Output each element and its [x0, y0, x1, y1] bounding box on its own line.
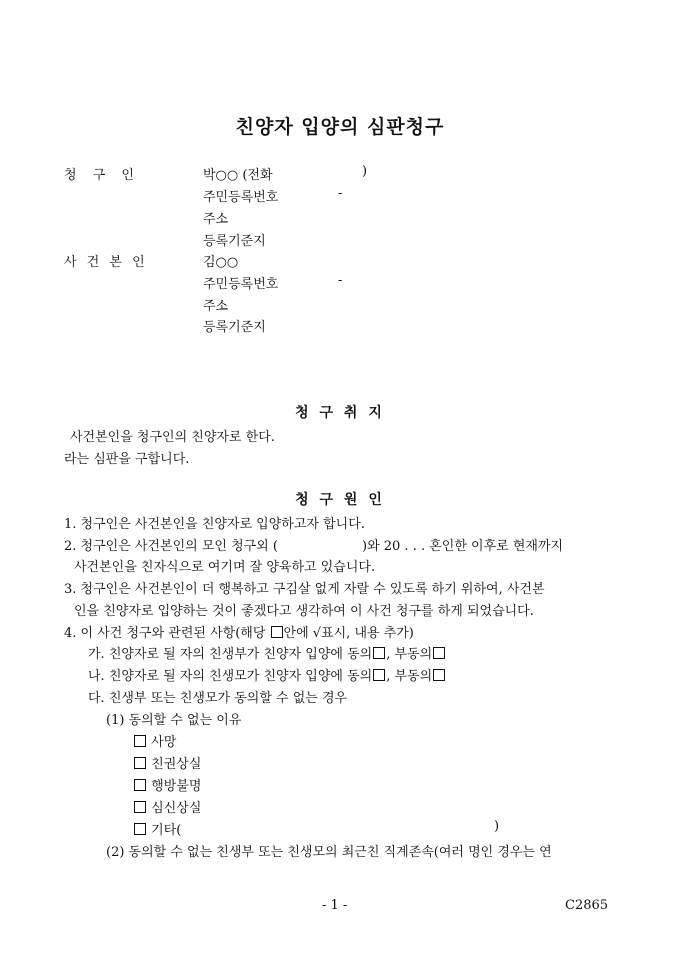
- checkbox-icon[interactable]: [134, 801, 146, 813]
- petitioner-name: 박○○ (전화: [203, 168, 273, 183]
- reason-item-4: [64, 622, 414, 641]
- subject-registry-label: 등록기준지: [203, 320, 266, 335]
- option-missing[interactable]: 행방불명: [133, 775, 201, 794]
- reason-item-4-part1: 4. 이 사건 청구와 관련된 사항(해당: [64, 626, 270, 641]
- reason-item-2-part2: )와 20 . . . 혼인한 이후로 현재까지: [362, 539, 564, 554]
- subject-label: 사 건 본 인: [64, 255, 148, 270]
- petitioner-address-label: 주소: [203, 212, 229, 227]
- reason-item-2-cont: 사건본인을 친자식으로 여기며 잘 양육하고 있습니다.: [74, 560, 376, 575]
- subject-name: 김○○: [203, 255, 239, 270]
- reason-item-3: 3. 청구인은 사건본인이 더 행복하고 구김살 없게 자랄 수 있도록 하기 위하여, 사건본: [64, 582, 545, 597]
- father-disagree-checkbox[interactable]: [433, 647, 445, 659]
- option-other-close: ): [494, 819, 500, 834]
- page-number: - 1 -: [322, 898, 348, 913]
- disagree-label: , 부동의: [386, 669, 433, 684]
- reason-item-1: 1. 청구인은 사건본인을 친양자로 입양하고자 합니다.: [64, 517, 365, 532]
- sub-item-ga-text: 가. 친양자로 될 자의 친생부가 친양자 입양에 동의: [88, 647, 373, 662]
- petitioner-registry-label: 등록기준지: [203, 234, 266, 249]
- sub-item-da: 다. 친생부 또는 친생모가 동의할 수 없는 경우: [88, 691, 348, 706]
- father-agree-checkbox[interactable]: [373, 647, 385, 659]
- purpose-line-1: 사건본인을 청구인의 친양자로 한다.: [70, 430, 275, 445]
- reason-item-2-part1: 2. 청구인은 사건본인의 모인 청구외 (: [64, 539, 278, 554]
- reason-subheading: (1) 동의할 수 없는 이유: [106, 713, 242, 728]
- checkbox-icon[interactable]: [134, 757, 146, 769]
- sub-item-na-text: 나. 친양자로 될 자의 친생모가 친양자 입양에 동의: [88, 669, 373, 684]
- checkbox-icon[interactable]: [134, 735, 146, 747]
- mother-agree-checkbox[interactable]: [373, 669, 385, 681]
- reason-item-3-cont: 인을 친양자로 입양하는 것이 좋겠다고 생각하여 이 사건 청구를 하게 되었습니다.: [74, 604, 534, 619]
- reason-item-4-part2: 안에 √표시, 내용 추가): [283, 626, 414, 641]
- petitioner-label: 청 구 인: [64, 168, 140, 183]
- purpose-line-2: 라는 심판을 구합니다.: [64, 452, 190, 467]
- subject-resident-no-dash: -: [338, 273, 343, 288]
- checkbox-icon[interactable]: [134, 823, 146, 835]
- petitioner-resident-no-dash: -: [338, 186, 343, 201]
- option-incapacity[interactable]: 심신상실: [133, 797, 201, 816]
- mother-disagree-checkbox[interactable]: [433, 669, 445, 681]
- form-code: C2865: [565, 898, 609, 913]
- reason-subitem-2: (2) 동의할 수 없는 친생부 또는 친생모의 최근친 직계존속(여러 명인 경우는 연: [106, 845, 552, 860]
- sub-item-na: [88, 665, 446, 684]
- petitioner-phone-close: ): [362, 164, 368, 179]
- subject-resident-no-label: 주민등록번호: [203, 277, 279, 292]
- purpose-heading: 청 구 취 지: [295, 405, 385, 421]
- disagree-label: , 부동의: [386, 647, 433, 662]
- petitioner-resident-no-label: 주민등록번호: [203, 190, 279, 205]
- checkbox-icon[interactable]: [134, 779, 146, 791]
- checkbox-icon: [271, 626, 283, 638]
- option-loss-of-custody[interactable]: 친권상실: [133, 753, 201, 772]
- document-title: 친양자 입양의 심판청구: [235, 116, 445, 138]
- subject-address-label: 주소: [203, 299, 229, 314]
- reasons-heading: 청 구 원 인: [295, 492, 385, 508]
- sub-item-ga: [88, 643, 446, 662]
- option-death[interactable]: 사망: [133, 731, 176, 750]
- option-other[interactable]: 기타(: [133, 819, 181, 838]
